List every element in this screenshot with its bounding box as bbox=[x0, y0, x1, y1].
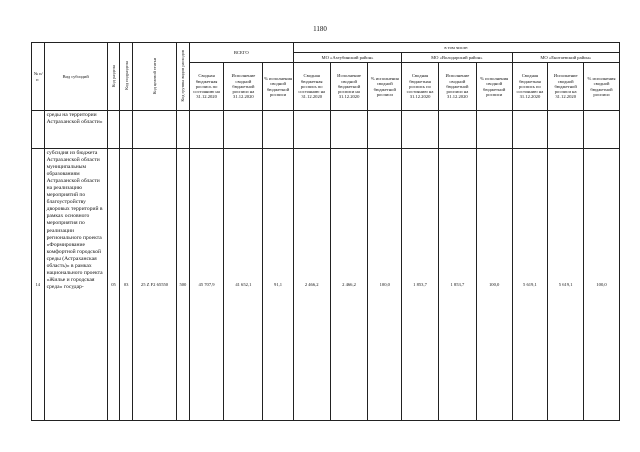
row-podrazdel: 03 bbox=[120, 149, 133, 421]
row-tselevaya: 25 Z F2 65550 bbox=[132, 149, 176, 421]
row-tselevaya bbox=[132, 111, 176, 149]
row-value: 41 652,1 bbox=[224, 149, 263, 421]
row-razdel: 05 bbox=[107, 149, 120, 421]
header-podrazdel: Код подраздела bbox=[120, 43, 133, 111]
row-value: 2 466,2 bbox=[330, 149, 368, 421]
row-value bbox=[438, 111, 476, 149]
header-mo2-pct: % исполнения сводной бюджетной росписи bbox=[476, 63, 512, 111]
header-vsego: ВСЕГО bbox=[189, 43, 293, 63]
header-vsego-ispolnenie: Исполнение сводной бюджетной росписи на 31.12.2020 bbox=[224, 63, 263, 111]
header-mo2-rospis: Сводная бюджетная роспись по состоянию на 31.12.2020 bbox=[402, 63, 439, 111]
row-value bbox=[584, 111, 620, 149]
row-num: 14 bbox=[32, 149, 45, 421]
header-mo-1: МО «Ахтубинский район» bbox=[293, 53, 401, 63]
row-value bbox=[224, 111, 263, 149]
row-value bbox=[293, 111, 330, 149]
subsidy-table bbox=[31, 42, 620, 421]
row-value: 100,0 bbox=[476, 149, 512, 421]
row-num bbox=[32, 111, 45, 149]
header-mo1-pct: % исполнения сводной бюджетной росписи bbox=[368, 63, 402, 111]
page-number: 1180 bbox=[313, 25, 327, 33]
row-razdel bbox=[107, 111, 120, 149]
table-row bbox=[32, 149, 620, 421]
header-vsego-rospis: Сводная бюджетная роспись по состоянию на 31.12.2020 bbox=[189, 63, 224, 111]
header-num: № п/п bbox=[32, 43, 45, 111]
header-row-1 bbox=[32, 43, 620, 53]
header-mo-2: МО «Володарский район» bbox=[402, 53, 512, 63]
row-value: 2 466,2 bbox=[293, 149, 330, 421]
row-name: среды на территории Астраханской области» bbox=[44, 111, 107, 149]
header-mo3-rospis: Сводная бюджетная роспись по состоянию на 31.12.2020 bbox=[512, 63, 548, 111]
row-value: 1 853,7 bbox=[438, 149, 476, 421]
row-value bbox=[189, 111, 224, 149]
row-name: субсидия из бюджета Астраханской области муниципальным образованиям Астраханской области на реализацию мероприятий по благоустройству дворовых территорий в рамках основного мероприятия по реализации регионального проекта «Формирование комфортной городской среды (Астраханская область)» в рамках национального проекта «Жилье и городская среда» государ- bbox=[44, 149, 107, 421]
header-mo3-pct: % исполнения сводной бюджетной росписи bbox=[584, 63, 620, 111]
row-value bbox=[263, 111, 294, 149]
row-podrazdel bbox=[120, 111, 133, 149]
row-value bbox=[512, 111, 548, 149]
row-value: 1 853,7 bbox=[402, 149, 439, 421]
row-value bbox=[330, 111, 368, 149]
header-mo1-rospis: Сводная бюджетная роспись по состоянию на 31.12.2020 bbox=[293, 63, 330, 111]
header-mo3-ispolnenie: Исполнение сводной бюджетной росписи на 31.12.2020 bbox=[548, 63, 584, 111]
row-value: 100,0 bbox=[368, 149, 402, 421]
header-vid: Код группы видов расходов bbox=[177, 43, 190, 111]
header-name: Вид субсидий bbox=[44, 43, 107, 111]
row-vid bbox=[177, 111, 190, 149]
row-value: 5 619,1 bbox=[548, 149, 584, 421]
header-mo-3: МО «Енотаевский район» bbox=[512, 53, 619, 63]
header-mo1-ispolnenie: Исполнение сводной бюджетной росписи на 31.12.2020 bbox=[330, 63, 368, 111]
header-mo2-ispolnenie: Исполнение сводной бюджетной росписи на 31.12.2020 bbox=[438, 63, 476, 111]
row-value bbox=[402, 111, 439, 149]
table-row bbox=[32, 111, 620, 149]
row-vid: 500 bbox=[177, 149, 190, 421]
row-value: 5 619,1 bbox=[512, 149, 548, 421]
row-value bbox=[476, 111, 512, 149]
row-value bbox=[368, 111, 402, 149]
header-tselevaya: Код целевой статьи bbox=[132, 43, 176, 111]
header-razdel: Код раздела bbox=[107, 43, 120, 111]
header-v-tom-chisle: в том числе: bbox=[293, 43, 619, 53]
row-value: 91,1 bbox=[263, 149, 294, 421]
row-value: 45 707,9 bbox=[189, 149, 224, 421]
row-value bbox=[548, 111, 584, 149]
header-vsego-pct: % исполнения сводной бюджетной росписи bbox=[263, 63, 294, 111]
row-value: 100,0 bbox=[584, 149, 620, 421]
